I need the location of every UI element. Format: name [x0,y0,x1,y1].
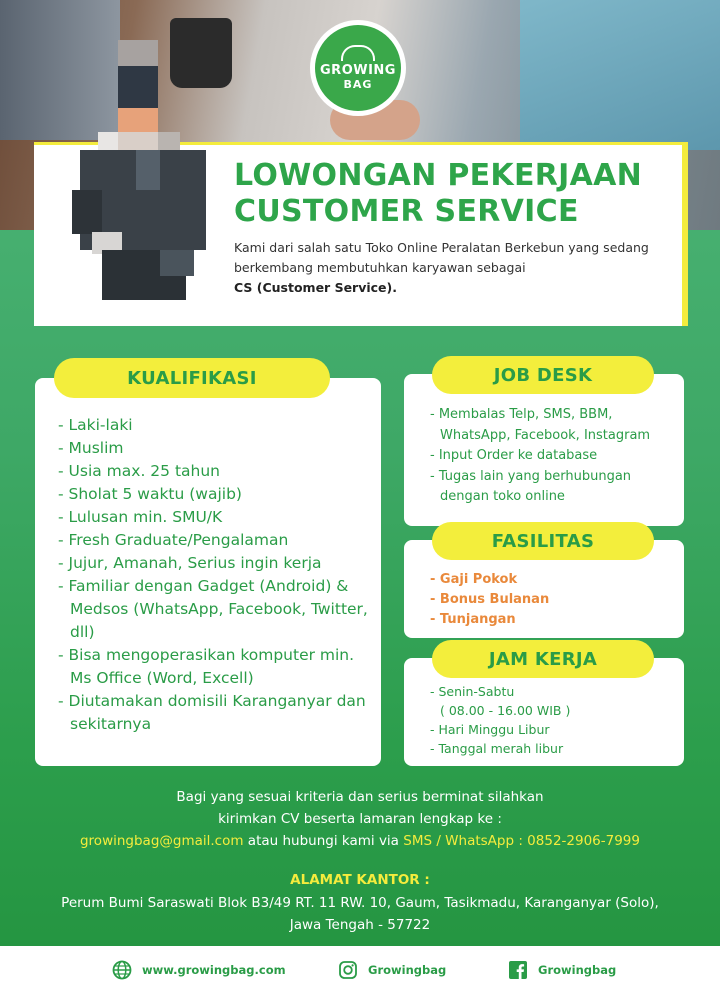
desc-line1: Kami dari salah satu Toko Online Peralatan Berkebun yang sedang [234,240,649,255]
address-line1: Perum Bumi Saraswati Blok B3/49 RT. 11 RW. 10, Gaum, Tasikmadu, Karanganyar (Solo), [61,895,659,911]
growingbag-logo [310,20,406,116]
jamkerja-list [430,682,680,758]
footer-website[interactable] [112,960,286,980]
address-line2: Jawa Tengah - 57722 [289,917,431,933]
list-item: - Diutamakan domisili Karanganyar dan sekitarnya [58,692,366,733]
list-item: - Bonus Bulanan [430,592,550,607]
apply-line2: kirimkan CV beserta lamaran lengkap ke : [218,811,502,827]
facebook-label: Growingbag [538,963,617,977]
leaf-icon [341,45,375,61]
logo-line1: GROWING [320,63,396,78]
list-item: - Membalas Telp, SMS, BBM, WhatsApp, Facebook, Instagram [430,407,651,443]
list-item: - Fresh Graduate/Pengalaman [58,531,289,549]
instagram-icon [338,960,358,980]
fasilitas-title: FASILITAS [432,522,654,560]
email-link[interactable]: growingbag@gmail.com [79,833,244,849]
list-item: - Tunjangan [430,612,516,627]
kualifikasi-title: KUALIFIKASI [54,358,330,398]
apply-mid: atau hubungi kami via [243,833,404,849]
apply-instructions [20,786,700,852]
instagram-label: Growingbag [368,963,447,977]
logo-line2: BAG [343,78,373,91]
list-item: - Gaji Pokok [430,572,518,587]
pixelated-person-image [72,40,222,300]
shirt-shape [520,0,720,150]
list-item: - Familiar dengan Gadget (Android) & Medsos (WhatsApp, Facebook, Twitter, dll) [58,577,368,641]
website-label: www.growingbag.com [142,963,286,977]
globe-icon [112,960,132,980]
kualifikasi-list [58,414,378,736]
contact-number[interactable]: SMS / WhatsApp : 0852-2906-7999 [403,833,640,849]
desc-bold: CS (Customer Service). [234,280,397,295]
list-item: - Input Order ke database [430,448,598,463]
list-item: - Laki-laki [58,416,133,434]
list-item: - Tugas lain yang berhubungan dengan toko online [430,468,632,504]
address-title: ALAMAT KANTOR : [290,872,430,888]
footer-bar [0,946,720,996]
jobdesk-title: JOB DESK [432,356,654,394]
jobdesk-list [430,405,680,508]
facebook-icon [508,960,528,980]
list-item: - Lulusan min. SMU/K [58,508,223,526]
jamkerja-title: JAM KERJA [432,640,654,678]
apply-line1: Bagi yang sesuai kriteria dan serius berminat silahkan [176,789,544,805]
list-item: - Jujur, Amanah, Serius ingin kerja [58,554,322,572]
list-item: - Bisa mengoperasikan komputer min. Ms Office (Word, Excell) [58,646,355,687]
headline-title [234,158,674,230]
title-line1: LOWONGAN PEKERJAAN [234,158,643,193]
list-item: - Senin-Sabtu [430,684,515,699]
headline-description [234,238,674,298]
desc-line2: berkembang membutuhkan karyawan sebagai [234,260,526,275]
footer-instagram[interactable] [338,960,446,980]
list-item: ( 08.00 - 16.00 WIB ) [440,703,571,718]
address-text [20,892,700,936]
footer-facebook[interactable] [508,960,616,980]
list-item: - Muslim [58,439,124,457]
fasilitas-list [430,570,680,630]
list-item: - Sholat 5 waktu (wajib) [58,485,242,503]
list-item: - Usia max. 25 tahun [58,462,220,480]
title-line2: CUSTOMER SERVICE [234,194,579,229]
list-item: - Hari Minggu Libur [430,722,550,737]
list-item: - Tanggal merah libur [430,741,564,756]
